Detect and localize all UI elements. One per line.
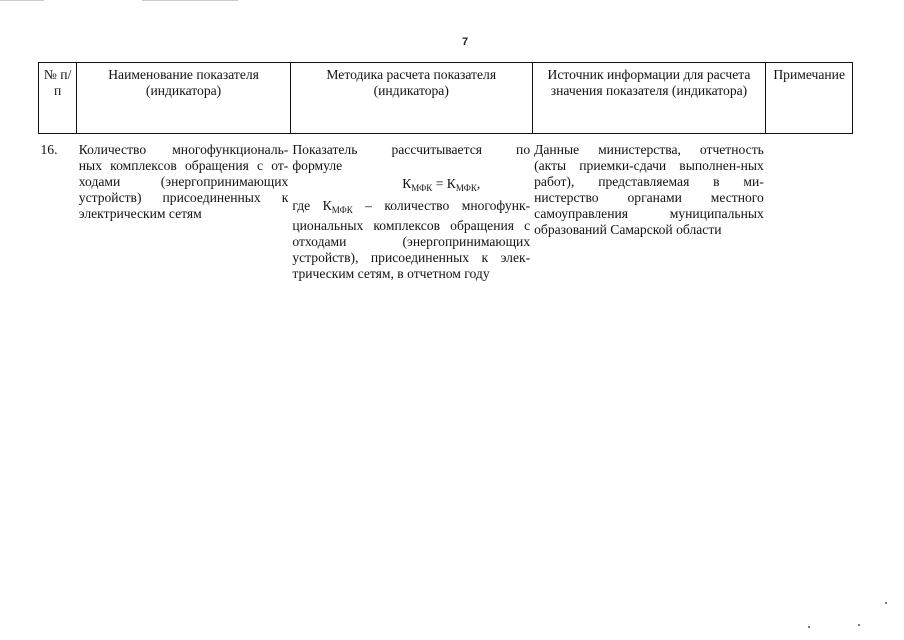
scan-speck <box>808 626 810 628</box>
header-note: Примечание <box>766 63 853 134</box>
table-row <box>39 134 853 283</box>
row-information-source: Данные министерства, отчетность (акты приемки-сдачи выполнен-ных работ), представляемая в ми-нистерство органами местного самоуправления муниципальных образований Самарской области <box>534 142 764 237</box>
row-number: 16. <box>40 142 58 157</box>
indicators-table <box>38 62 853 282</box>
row-note <box>766 134 853 283</box>
method-intro-word: Показатель <box>292 142 358 157</box>
scan-edge-line <box>142 0 238 1</box>
method-definition: где $К_{МФК}$ – количество многофунк-циональных комплексов обращения с отходами (энергопринимающих устройств), присоединенных к элек-трическим сетям, в отчетном году <box>292 198 531 281</box>
scan-edge-line <box>0 0 44 1</box>
header-number: № п/п <box>39 63 77 134</box>
page-number: 7 <box>461 36 469 48</box>
formula: $К_{МФК} = К_{МФК}$, <box>402 176 481 193</box>
method-intro-rest: формуле <box>292 158 343 173</box>
row-calculation-method <box>290 134 532 283</box>
table-header-row <box>39 63 853 134</box>
method-intro-word: рассчитывается <box>391 142 482 157</box>
header-information-source: Источник информации для расчета значения показателя (индикатора) <box>532 63 766 134</box>
header-indicator-name: Наименование показателя (индикатора) <box>77 63 291 134</box>
row-indicator-name: Количество многофункциональ-ных комплексов обращения с от-ходами (энергопринимающих устройств) присоединенных к электрическим сетям <box>78 142 289 221</box>
header-calculation-method: Методика расчета показателя (индикатора) <box>290 63 532 134</box>
method-intro-word: по <box>516 142 531 157</box>
scan-speck <box>858 624 860 626</box>
method-intro-line <box>292 142 530 158</box>
scan-speck <box>885 602 887 604</box>
